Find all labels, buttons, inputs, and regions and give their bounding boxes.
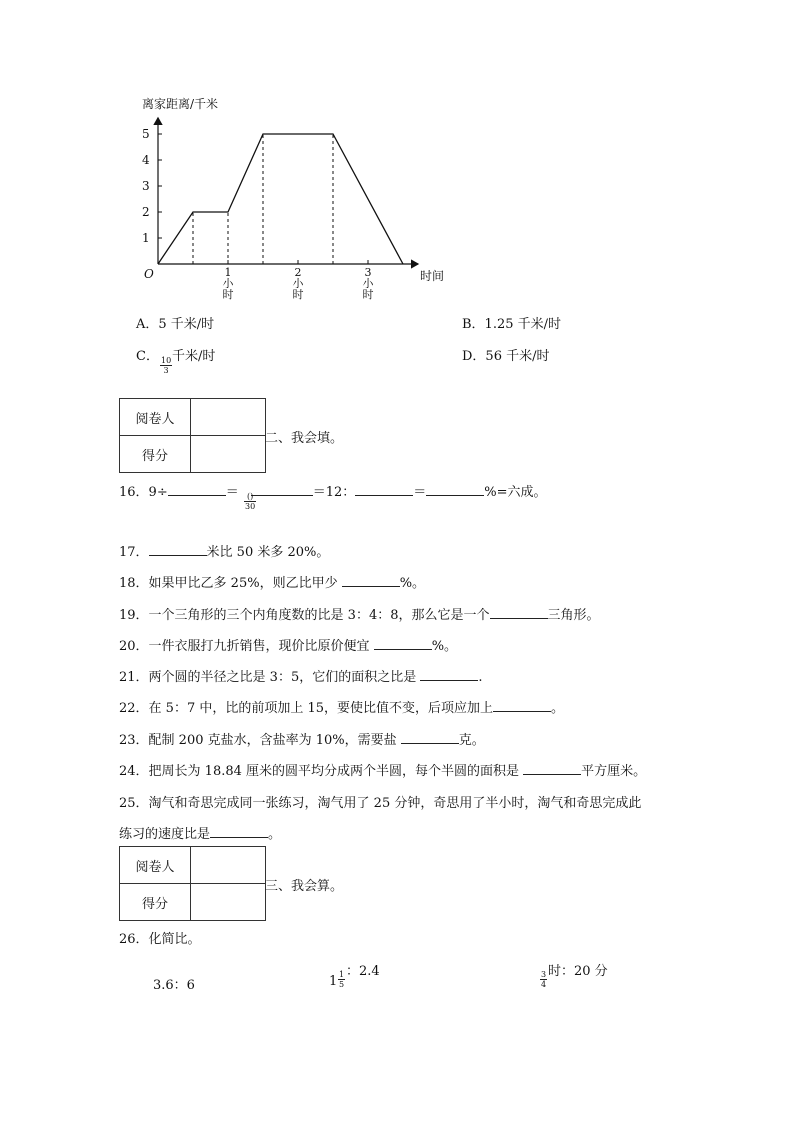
q26-item-2-denominator: 5 (339, 980, 345, 989)
question-18 (119, 572, 425, 591)
option-c-fraction (160, 356, 172, 375)
q16-fraction-numerator: () (244, 492, 256, 502)
q22-blank[interactable] (493, 699, 551, 712)
question-25-line-2 (119, 823, 281, 842)
reviewer-field-2[interactable] (191, 847, 266, 884)
q20-blank[interactable] (374, 637, 432, 650)
option-d: D．56 千米/时 (462, 349, 550, 364)
question-20 (119, 635, 457, 654)
q23-blank[interactable] (401, 731, 459, 744)
score-table-1 (119, 398, 266, 473)
q26-item-2-numerator: 1 (339, 970, 345, 979)
x-tick-label: 3 (364, 266, 372, 279)
q16-text-e: %=六成。 (484, 485, 547, 500)
x-axis-label: 时间 (420, 269, 445, 283)
q26-item-3-fraction (540, 970, 547, 989)
section-2-title: 二、我会填。 (265, 431, 344, 446)
option-c-denominator: 3 (163, 366, 169, 375)
q18-blank[interactable] (342, 574, 400, 587)
x-tick-label: 时 (222, 288, 234, 301)
reviewer-label: 阅卷人 (120, 399, 191, 436)
y-tick-label: 3 (142, 179, 150, 193)
y-axis-label: 离家距离/千米 (142, 97, 219, 111)
option-c-unit: 千米/时 (172, 349, 216, 364)
q18-text-a: 18．如果甲比乙多 25%，则乙比甲少 (119, 576, 342, 591)
q26-item-1: 3.6：6 (153, 978, 195, 993)
x-tick-label: 小 (292, 277, 304, 290)
q23-text-b: 克。 (458, 733, 485, 748)
x-tick-label: 时 (362, 288, 374, 301)
y-tick-label: 1 (142, 231, 150, 245)
option-c-numerator: 10 (161, 356, 172, 365)
question-23 (119, 729, 485, 748)
q16-fraction (244, 492, 256, 511)
q21-text-b: . (478, 670, 483, 685)
x-tick-label: 小 (362, 277, 374, 290)
q19-blank[interactable] (490, 606, 548, 619)
option-b: B．1.25 千米/时 (462, 317, 562, 332)
q20-text-a: 20．一件衣服打九折销售，现价比原价便宜 (119, 639, 374, 654)
q16-text-b: ＝ (225, 485, 239, 500)
q24-text-b: 平方厘米。 (581, 764, 647, 779)
q25-text-a: 练习的速度比是 (119, 827, 211, 842)
x-tick-label: 1 (224, 266, 232, 279)
q21-text-a: 21．两个圆的半径之比是 3：5，它们的面积之比是 (119, 670, 421, 685)
score-field[interactable] (191, 436, 266, 473)
question-24 (119, 760, 646, 779)
q16-blank-2[interactable] (251, 483, 313, 496)
q21-blank[interactable] (420, 668, 478, 681)
q26-item-3-numerator: 3 (541, 970, 547, 979)
q19-text-b: 三角形。 (547, 608, 600, 623)
q16-text-c: ＝12： (312, 485, 356, 500)
question-19 (119, 604, 600, 623)
x-tick-label: 小 (222, 277, 234, 290)
option-a: A．5 千米/时 (136, 317, 215, 332)
q16-blank-3[interactable] (355, 483, 413, 496)
x-tick-label: 2 (294, 266, 302, 279)
question-22 (119, 697, 564, 716)
question-25-line-1: 25．淘气和奇思完成同一张练习，淘气用了 25 分钟，奇思用了半小时，淘气和奇思完成此 (119, 796, 642, 811)
question-21 (119, 666, 483, 685)
score-table-2 (119, 846, 266, 921)
q26-item-2-whole: 1 (329, 974, 338, 989)
score-label: 得分 (120, 436, 191, 473)
q16-fraction-denominator: 30 (245, 502, 256, 511)
question-17: 17． 米比 50 米多 20%。 (119, 545, 330, 560)
q16-text-a: 16．9÷ (119, 485, 168, 500)
reviewer-field[interactable] (191, 399, 266, 436)
q22-text-b: 。 (551, 701, 565, 716)
question-16 (119, 481, 547, 500)
q17-blank[interactable] (149, 543, 207, 556)
x-tick-label: 时 (292, 288, 304, 301)
q25-text-b: 。 (268, 827, 282, 842)
q22-text-a: 22．在 5：7 中，比的前项加上 15，要使比值不变，后项应加上 (119, 701, 494, 716)
q20-text-b: %。 (431, 639, 458, 654)
distance-time-chart (120, 88, 460, 313)
section-3-title: 三、我会算。 (265, 879, 344, 894)
q26-item-3-denominator: 4 (541, 980, 547, 989)
y-tick-label: 5 (142, 127, 150, 141)
q19-text-a: 19．一个三角形的三个内角度数的比是 3：4：8，那么它是一个 (119, 608, 490, 623)
q24-blank[interactable] (523, 762, 581, 775)
y-tick-label: 4 (142, 153, 150, 167)
q23-text-a: 23．配制 200 克盐水，含盐率为 10%，需要盐 (119, 733, 401, 748)
option-c-prefix: C． (136, 349, 159, 364)
score-field-2[interactable] (191, 884, 266, 921)
q26-item-2-rest: ：2.4 (346, 964, 380, 979)
q16-blank-1[interactable] (168, 483, 226, 496)
distance-line (158, 134, 403, 264)
q18-text-b: %。 (399, 576, 426, 591)
option-c (136, 345, 159, 364)
q17-text: 米比 50 米多 20%。 (206, 545, 330, 560)
q16-blank-4[interactable] (426, 483, 484, 496)
question-26-title: 26．化简比。 (119, 932, 201, 947)
q16-text-d: ＝ (413, 485, 427, 500)
score-label-2: 得分 (120, 884, 191, 921)
q26-item-2-fraction (338, 970, 345, 989)
reviewer-label-2: 阅卷人 (120, 847, 191, 884)
origin-label: O (144, 267, 154, 281)
q24-text-a: 24．把周长为 18.84 厘米的圆平均分成两个半圆，每个半圆的面积是 (119, 764, 524, 779)
y-tick-label: 2 (142, 205, 150, 219)
q26-item-3-rest: 时：20 分 (548, 964, 608, 979)
q25-blank[interactable] (210, 825, 268, 838)
